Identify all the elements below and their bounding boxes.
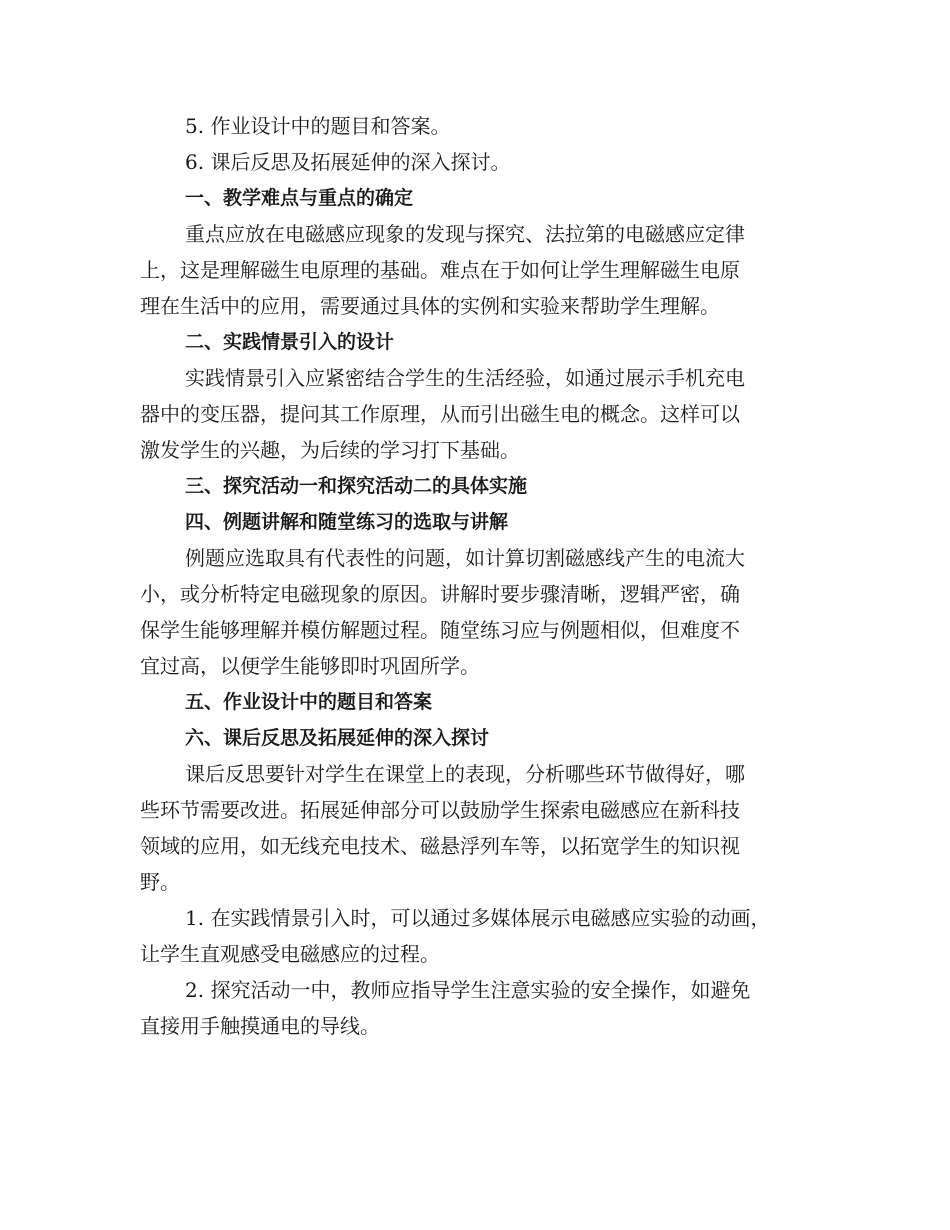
section-heading-1: 一、教学难点与重点的确定 [185,187,414,209]
section-heading-6: 六、课后反思及拓展延伸的深入探讨 [185,727,490,749]
list-item-6: 6. 课后反思及拓展延伸的深入探讨。 [185,150,511,174]
note-item-2 [140,972,800,1044]
paragraph-line: 课后反思要针对学生在课堂上的表现，分析哪些环节做得好，哪 [185,762,745,786]
paragraph-line: 实践情景引入应紧密结合学生的生活经验，如通过展示手机充电 [185,366,745,390]
section-heading-2: 二、实践情景引入的设计 [185,331,395,353]
note-item-1 [140,900,800,972]
paragraph-line: 上，这是理解磁生电原理的基础。难点在于如何让学生理解磁生电原 [140,258,740,282]
document-page [140,108,800,1044]
list-item-5: 5. 作业设计中的题目和答案。 [185,114,451,138]
paragraph-reflection [140,756,800,900]
paragraph-line: 重点应放在电磁感应现象的发现与探究、法拉第的电磁感应定律 [185,222,745,246]
paragraph-line: 让学生直观感受电磁感应的过程。 [140,942,440,966]
paragraph-line: 小，或分析特定电磁现象的原因。讲解时要步骤清晰，逻辑严密，确 [140,582,740,606]
paragraph-line: 理在生活中的应用，需要通过具体的实例和实验来帮助学生理解。 [140,294,720,318]
paragraph-scenario [140,360,800,468]
paragraph-line: 例题应选取具有代表性的问题，如计算切割磁感线产生的电流大 [185,546,745,570]
section-heading-4: 四、例题讲解和随堂练习的选取与讲解 [185,511,509,533]
paragraph-line: 宜过高，以便学生能够即时巩固所学。 [140,654,480,678]
paragraph-line: 激发学生的兴趣，为后续的学习打下基础。 [140,438,520,462]
section-heading-5: 五、作业设计中的题目和答案 [185,691,433,713]
paragraph-line: 器中的变压器，提问其工作原理，从而引出磁生电的概念。这样可以 [140,402,740,426]
paragraph-key-points [140,216,800,324]
paragraph-line: 1. 在实践情景引入时，可以通过多媒体展示电磁感应实验的动画， [185,906,771,930]
paragraph-line: 直接用手触摸通电的导线。 [140,1014,380,1038]
paragraph-line: 保学生能够理解并模仿解题过程。随堂练习应与例题相似，但难度不 [140,618,740,642]
paragraph-line: 领域的应用，如无线充电技术、磁悬浮列车等，以拓宽学生的知识视 [140,834,740,858]
paragraph-line: 2. 探究活动一中，教师应指导学生注意实验的安全操作，如避免 [185,978,751,1002]
paragraph-line: 野。 [140,870,180,894]
paragraph-examples [140,540,800,684]
section-heading-3: 三、探究活动一和探究活动二的具体实施 [185,475,528,497]
paragraph-line: 些环节需要改进。拓展延伸部分可以鼓励学生探索电磁感应在新科技 [140,798,740,822]
